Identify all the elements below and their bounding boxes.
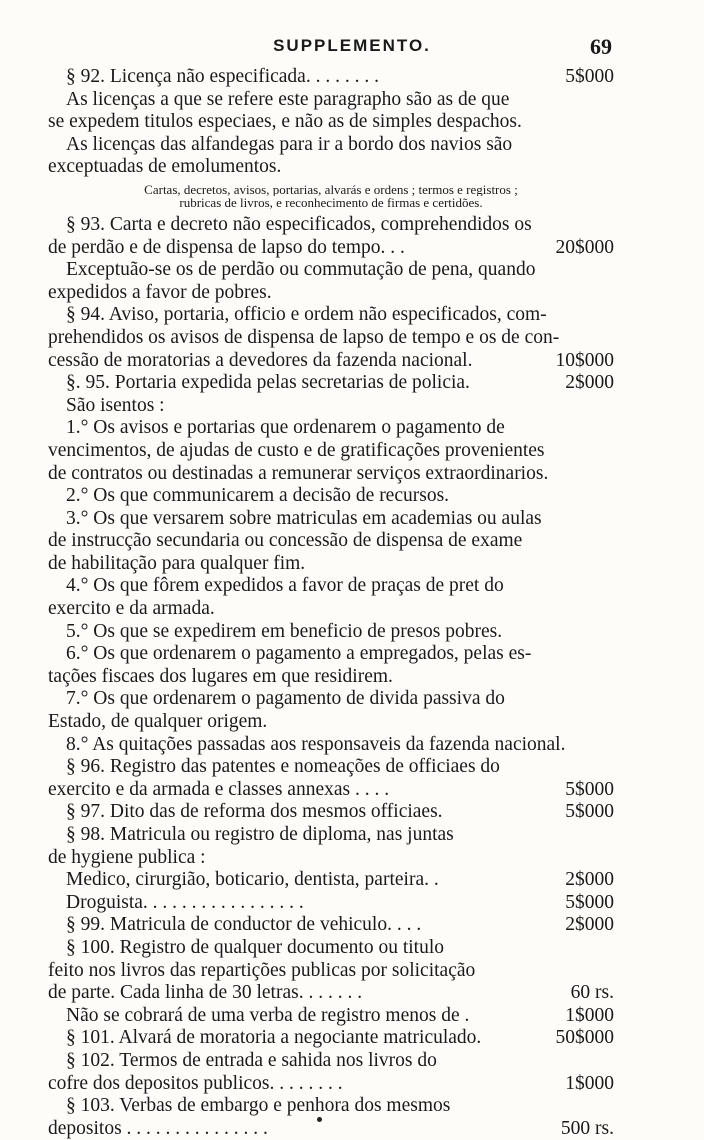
line-text: Exceptuão-se os de perdão ou commutação de pena, quando <box>66 259 536 281</box>
line-text: exercito e da armada. <box>48 598 215 620</box>
fee-amount: 10$000 <box>555 349 614 371</box>
fee-amount: 5$000 <box>565 891 614 913</box>
text-line <box>48 553 614 576</box>
tariff-line <box>48 801 614 824</box>
text-line <box>48 440 614 463</box>
line-text: de hygiene publica : <box>48 846 206 868</box>
tariff-line <box>48 237 614 260</box>
line-text: § 94. Aviso, portaria, officio e ordem não especificados, com- <box>66 304 547 326</box>
line-text: As licenças das alfandegas para ir a bordo dos navios são <box>66 133 513 155</box>
line-text: § 93. Carta e decreto não especificados, comprehendidos os <box>66 213 532 235</box>
line-text: Cartas, decretos, avisos, portarias, alvarás e ordens ; termos e registros ; <box>144 182 518 196</box>
text-line <box>48 183 614 196</box>
text-line <box>48 598 614 621</box>
document-body <box>48 66 614 1140</box>
text-line <box>48 666 614 689</box>
fee-amount: 5$000 <box>565 66 614 87</box>
line-text: prehendidos os avisos de dispensa de lapso de tempo e os de con- <box>48 326 560 348</box>
line-text: se expedem titulos especiaes, e não as de simples despachos. <box>48 111 522 133</box>
line-text: § 99. Matricula de conductor de vehiculo. . . . <box>66 914 422 936</box>
fee-amount: 1$000 <box>565 1004 614 1026</box>
fee-amount: 2$000 <box>565 372 614 394</box>
line-text: 8.° As quitações passadas aos responsaveis da fazenda nacional. <box>66 733 566 755</box>
text-line <box>48 1095 614 1118</box>
text-line <box>48 259 614 282</box>
line-text: § 103. Verbas de embargo e penhora dos mesmos <box>66 1095 451 1117</box>
line-text: 1.° Os avisos e portarias que ordenarem o pagamento de <box>66 417 505 439</box>
text-line <box>48 111 614 134</box>
page-header <box>0 34 704 64</box>
line-text: § 97. Dito das de reforma dos mesmos officiaes. <box>66 801 443 823</box>
text-line <box>48 463 614 486</box>
line-text: As licenças a que se refere este paragrapho são as de que <box>66 88 510 110</box>
line-text: expedidos a favor de pobres. <box>48 281 272 303</box>
tariff-line <box>48 892 614 915</box>
tariff-line <box>48 779 614 802</box>
text-line <box>48 1050 614 1073</box>
line-text: 4.° Os que fôrem expedidos a favor de praças de pret do <box>66 575 504 597</box>
line-text: § 100. Registro de qualquer documento ou titulo <box>66 936 445 958</box>
line-text: 5.° Os que se expedirem em beneficio de presos pobres. <box>66 620 503 642</box>
line-text: §. 95. Portaria expedida pelas secretarias de policia. <box>66 372 470 394</box>
tariff-line <box>48 1027 614 1050</box>
fee-amount: 2$000 <box>565 869 614 891</box>
line-text: São isentos : <box>66 394 165 416</box>
line-text: Não se cobrará de uma verba de registro menos de . <box>66 1004 470 1026</box>
text-line <box>48 304 614 327</box>
text-line <box>48 282 614 305</box>
line-text: § 102. Termos de entrada e sahida nos livros do <box>66 1049 437 1071</box>
line-text: de instrucção secundaria ou concessão de dispensa de exame <box>48 530 523 552</box>
tariff-line <box>48 1118 614 1140</box>
line-text: rubricas de livros, e reconhecimento de firmas e certidões. <box>179 195 483 209</box>
tariff-line <box>48 1005 614 1028</box>
fee-amount: 1$000 <box>565 1072 614 1094</box>
fee-amount: 60 rs. <box>570 982 614 1004</box>
line-text: § 98. Matricula ou registro de diploma, nas juntas <box>66 824 454 845</box>
fee-amount: 5$000 <box>565 778 614 800</box>
fee-amount: 50$000 <box>555 1027 614 1049</box>
line-text: exercito e da armada e classes annexas . . . . <box>48 778 390 800</box>
text-line <box>48 734 614 757</box>
text-line <box>48 688 614 711</box>
line-text: cessão de moratorias a devedores da fazenda nacional. <box>48 349 473 371</box>
line-text: Droguista. . . . . . . . . . . . . . . . . <box>66 891 304 913</box>
line-text: vencimentos, de ajudas de custo e de gratificações provenientes <box>48 439 545 461</box>
tariff-line <box>48 350 614 373</box>
line-text: de habilitação para qualquer fim. <box>48 552 306 574</box>
line-text: 7.° Os que ordenarem o pagamento de divida passiva do <box>66 688 505 710</box>
tariff-line <box>48 914 614 937</box>
line-text: Medico, cirurgião, boticario, dentista, parteira. . <box>66 869 439 891</box>
tariff-line <box>48 1073 614 1096</box>
line-text: Estado, de qualquer origem. <box>48 711 268 733</box>
text-line <box>48 395 614 418</box>
text-line <box>48 508 614 531</box>
text-line <box>48 156 614 179</box>
tariff-line <box>48 66 614 89</box>
text-line <box>48 214 614 237</box>
tariff-line <box>48 372 614 395</box>
text-line <box>48 937 614 960</box>
line-text: de contratos ou destinadas a remunerar serviços extraordinarios. <box>48 462 549 484</box>
line-text: feito nos livros das repartições publicas por solicitação <box>48 959 476 981</box>
line-text: 2.° Os que communicarem a decisão de recursos. <box>66 485 450 507</box>
line-text: § 101. Alvará de moratoria a negociante matriculado. <box>66 1027 482 1049</box>
text-line <box>48 196 614 209</box>
text-line <box>48 134 614 157</box>
text-line <box>48 575 614 598</box>
line-text: 3.° Os que versarem sobre matriculas em academias ou aulas <box>66 507 542 529</box>
text-line <box>48 756 614 779</box>
line-text: de parte. Cada linha de 30 letras. . . . . . . <box>48 982 363 1004</box>
tariff-line <box>48 869 614 892</box>
page-number: 69 <box>590 34 612 59</box>
text-line <box>48 824 614 847</box>
line-text: 6.° Os que ordenarem o pagamento a empregados, pelas es- <box>66 643 532 665</box>
line-text: cofre dos depositos publicos. . . . . . . . <box>48 1072 343 1094</box>
text-line <box>48 530 614 553</box>
line-text: depositos . . . . . . . . . . . . . . . <box>48 1117 268 1139</box>
text-line <box>48 327 614 350</box>
line-text: tações fiscaes dos lugares em que residirem. <box>48 665 393 687</box>
text-line <box>48 417 614 440</box>
fee-amount: 5$000 <box>565 801 614 823</box>
text-line <box>48 711 614 734</box>
running-title: SUPPLEMENTO. <box>273 36 431 55</box>
line-text: § 92. Licença não especificada. . . . . . . . <box>66 66 379 87</box>
text-line <box>48 847 614 870</box>
fee-amount: 20$000 <box>555 236 614 258</box>
line-text: de perdão e de dispensa de lapso do tempo. . . <box>48 236 405 258</box>
text-line <box>48 89 614 112</box>
fee-amount: 2$000 <box>565 914 614 936</box>
text-line <box>48 485 614 508</box>
text-line <box>48 643 614 666</box>
footer-mark <box>317 1117 322 1122</box>
fee-amount: 500 rs. <box>560 1117 614 1139</box>
line-text: § 96. Registro das patentes e nomeações de officiaes do <box>66 756 500 778</box>
text-line <box>48 621 614 644</box>
text-line <box>48 960 614 983</box>
line-text: exceptuadas de emolumentos. <box>48 156 282 178</box>
tariff-line <box>48 982 614 1005</box>
